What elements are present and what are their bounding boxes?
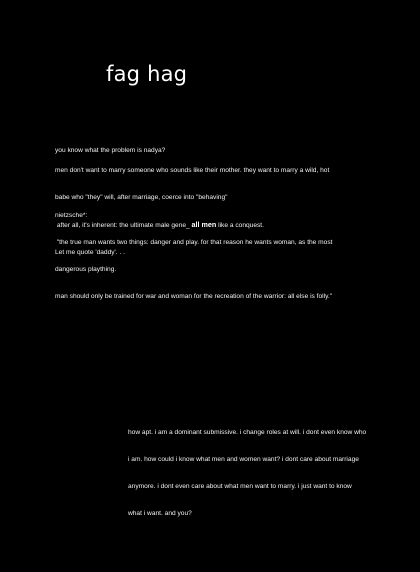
quote-line-1: "the true man wants two things: danger and play. for that reason he wants woman, as the most [55,239,333,246]
paragraph-men-line-2: babe who "they" will, after marriage, coerce into "behaving" [55,194,228,201]
paragraph-reflection [128,410,366,527]
quote-line-2: dangerous plaything. [55,266,117,273]
line-3-before: after all, it's inherent: the ultimate male gene_ [55,222,192,229]
reflection-line-4: what i want. and you? [128,510,192,517]
paragraph-men-line-4: Let me quote 'daddy'. . . [55,249,125,256]
quote-line-3: man should only be trained for war and woman for the recreation of the warrior: all else is folly." [55,293,333,300]
reflection-line-2: i am. how could i know what men and women want? i dont care about marriage [128,456,359,463]
line-3-after: like a conquest. [216,222,264,229]
paragraph-men-line-1: men don't want to marry someone who sounds like their mother. they want to marry a wild, hot [55,167,330,174]
intro-text: you know what the problem is nadya? [55,147,166,154]
emphasis-all-men: all men [191,220,217,229]
reflection-line-3: anymore. i dont even care about what men want to marry. i just want to know [128,483,352,490]
reflection-line-1: how apt. i am a dominant submissive. i change roles at will. i dont even know who [128,429,367,436]
quote-attribution: nietzsche*: [55,212,88,219]
page-title: fag hag [106,62,188,86]
paragraph-nietzsche-quote [55,193,332,310]
